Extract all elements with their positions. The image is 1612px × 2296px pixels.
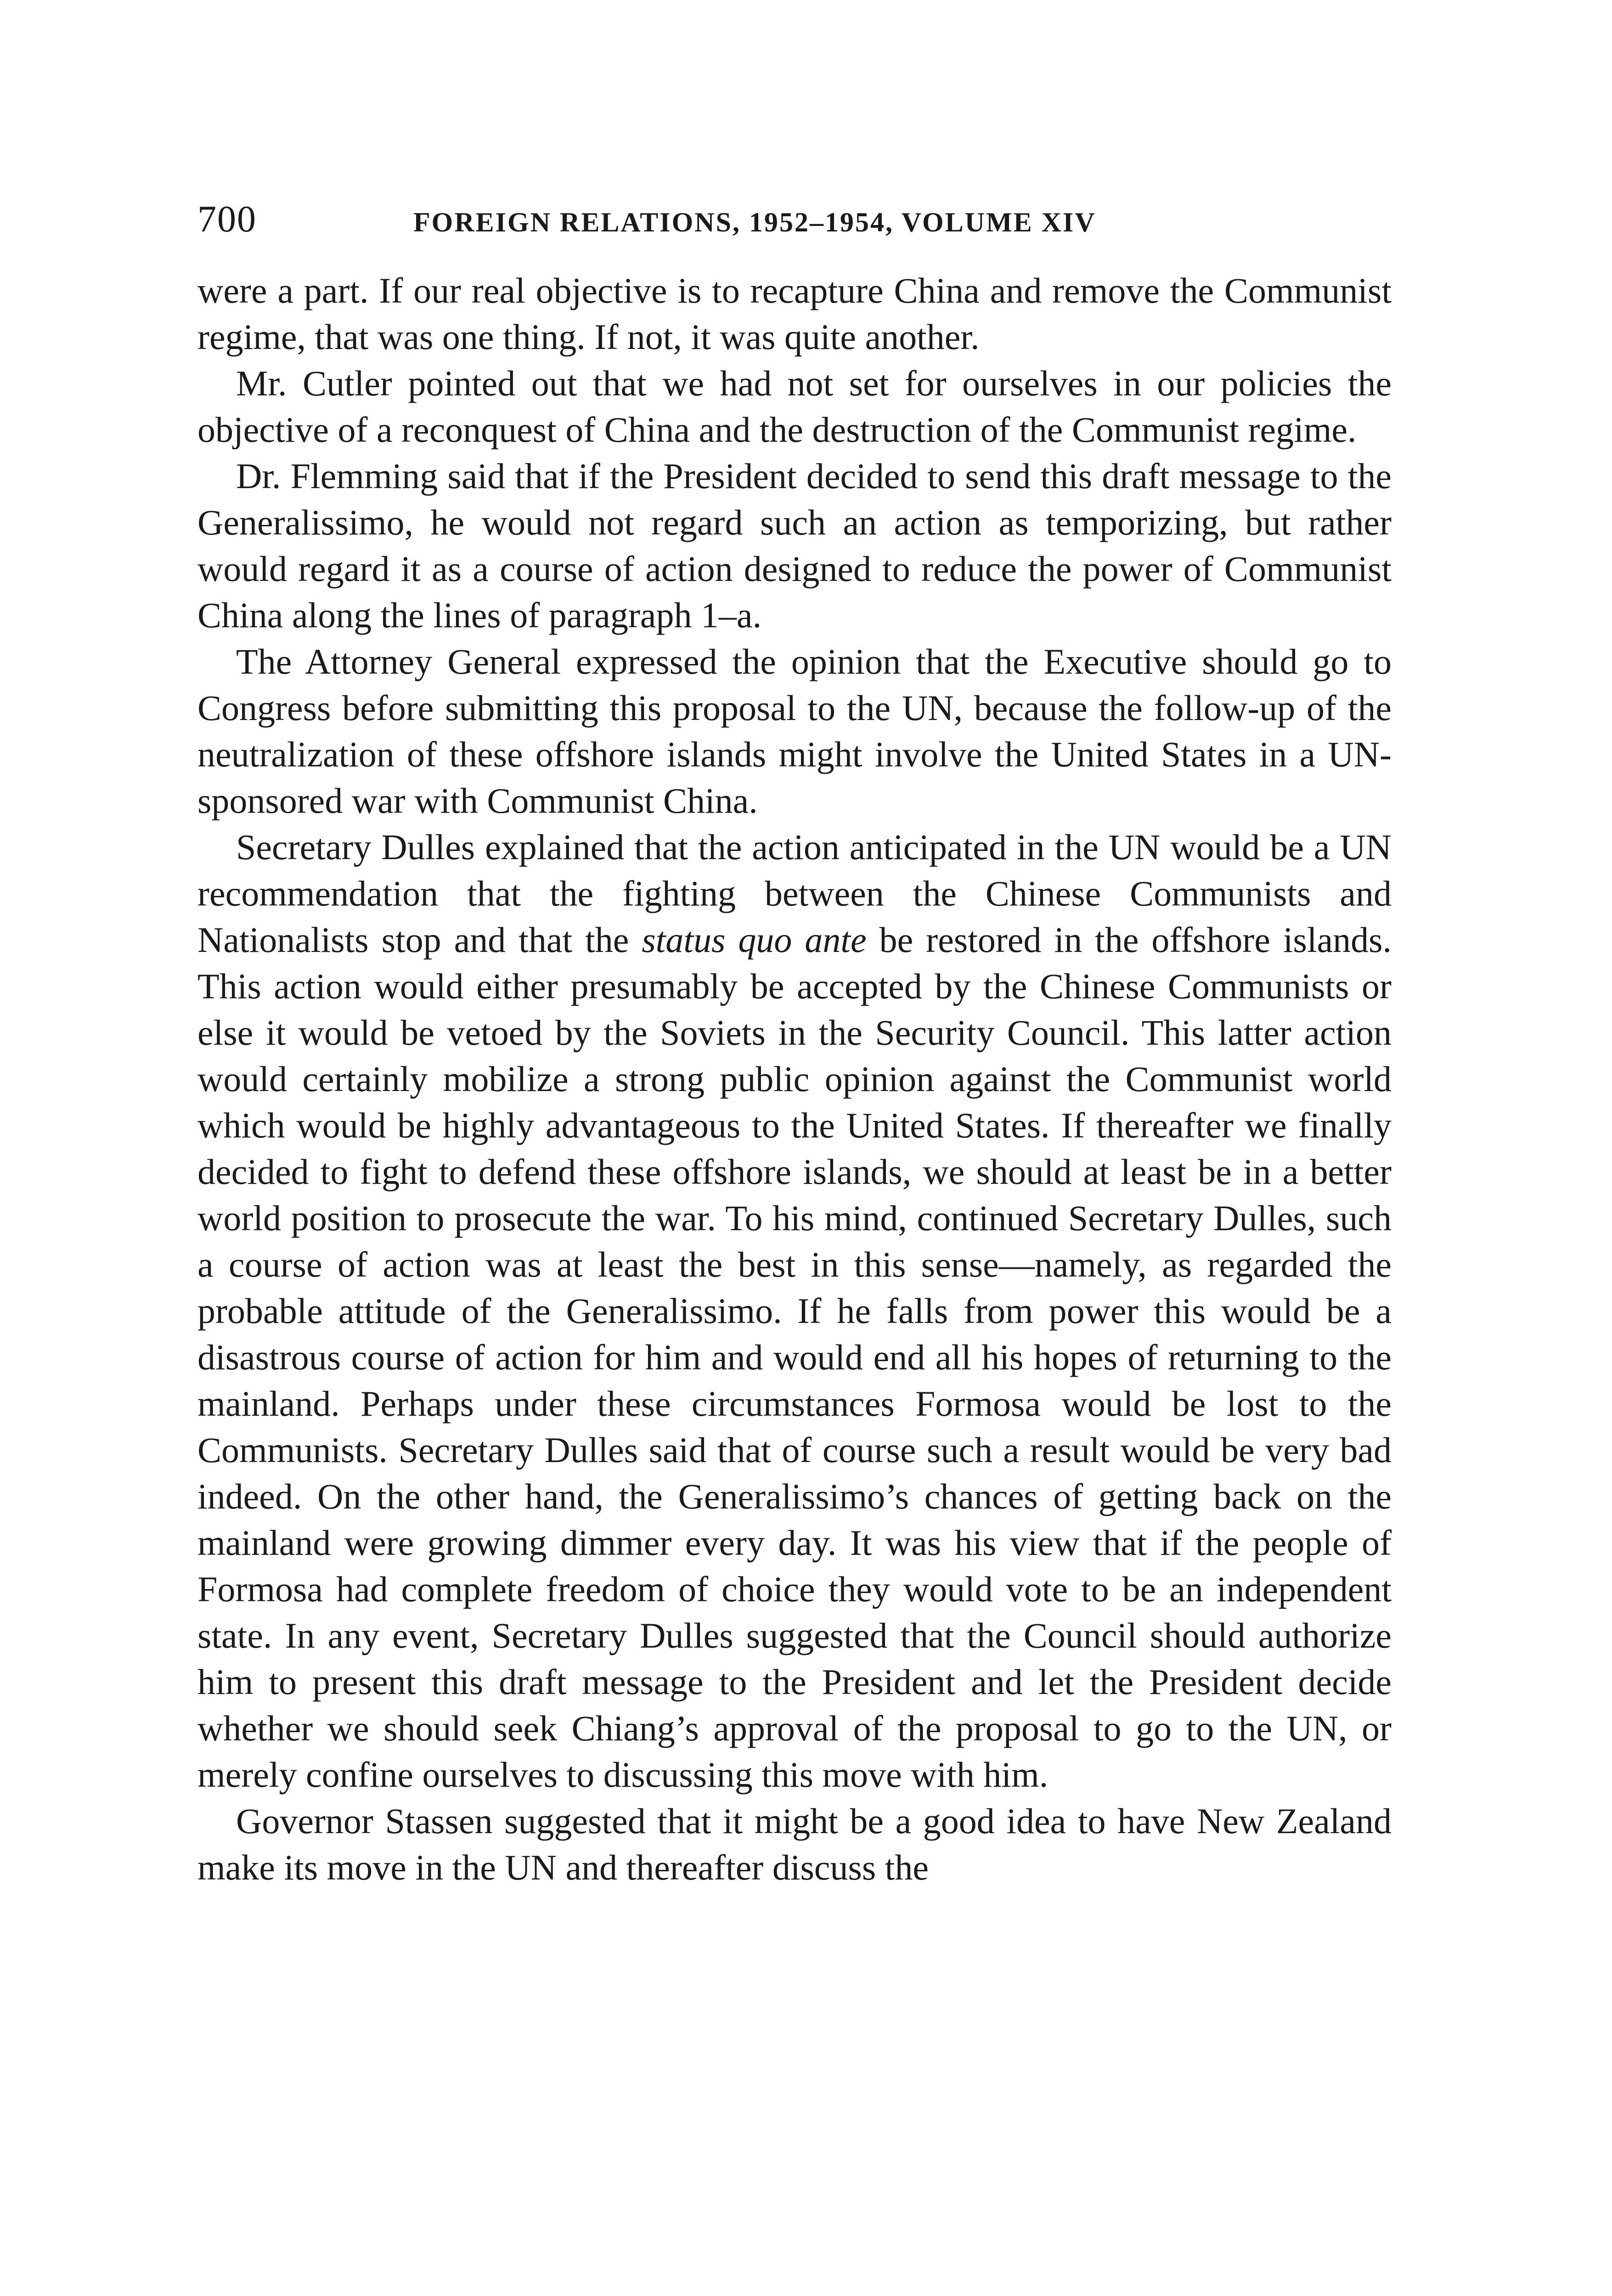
running-head-title: FOREIGN RELATIONS, 1952–1954, VOLUME XIV [413, 207, 1096, 237]
paragraph-stassen: Governor Stassen suggested that it might be a good idea to have New Zealand make its move in the UN and thereafter discuss the [197, 1801, 1392, 1887]
italic-status-quo-ante: status quo ante [642, 920, 867, 960]
body-text [197, 267, 1392, 1891]
paragraph-continuation: were a part. If our real objective is to recapture China and remove the Communist regime, that was one thing. If not, it was quite another. [197, 270, 1392, 357]
paragraph-dulles-part-1: Secretary Dulles explained that the action anticipated in the UN would be a UN recommendation that the fighting between the Chinese Communists and Nationalists stop and that the [197, 827, 1392, 960]
paragraph-dulles-part-2: be restored in the offshore islands. This action would either presumably be accepted by the Chinese Communists or else it would be vetoed by the Soviets in the Security Council. This latter action would certainly mobilize a strong public opinion against the Communist world which would be highly advantageous to the United States. If thereafter we finally decided to fight to defend these offshore islands, we should at least be in a better world position to prosecute the war. To his mind, continued Secretary Dulles, such a course of action was at least the best in this sense—namely, as regarded the probable attitude of the Generalissimo. If he falls from power this would be a disastrous course of action for him and would end all his hopes of returning to the mainland. Perhaps under these circumstances Formosa would be lost to the Communists. Secretary Dulles said that of course such a result would be very bad indeed. On the other hand, the Generalissimo’s chances of getting back on the mainland were growing dimmer every day. It was his view that if the people of Formosa had complete freedom of choice they would vote to be an independent state. In any event, Secretary Dulles suggested that the Council should authorize him to present this draft message to the President and let the President decide whether we should seek Chiang’s approval of the proposal to go to the UN, or merely confine ourselves to discussing this move with him. [197, 920, 1392, 1795]
paragraph-dulles [197, 824, 1392, 1798]
paragraph-cutler: Mr. Cutler pointed out that we had not set for ourselves in our policies the objective of a reconquest of China and the destruction of the Communist regime. [197, 363, 1392, 450]
paragraph-flemming: Dr. Flemming said that if the President decided to send this draft message to the Generalissimo, he would not regard such an action as temporizing, but rather would regard it as a course of action designed to reduce the power of Communist China along the lines of paragraph 1–a. [197, 456, 1392, 635]
running-head [197, 197, 1392, 257]
document-page [197, 197, 1392, 1891]
page-number: 700 [197, 198, 257, 240]
paragraph-attorney-general: The Attorney General expressed the opinion that the Executive should go to Congress before submitting this proposal to the UN, because the follow-up of the neutralization of these offshore islands might involve the United States in a UN-sponsored war with Communist China. [197, 642, 1392, 821]
